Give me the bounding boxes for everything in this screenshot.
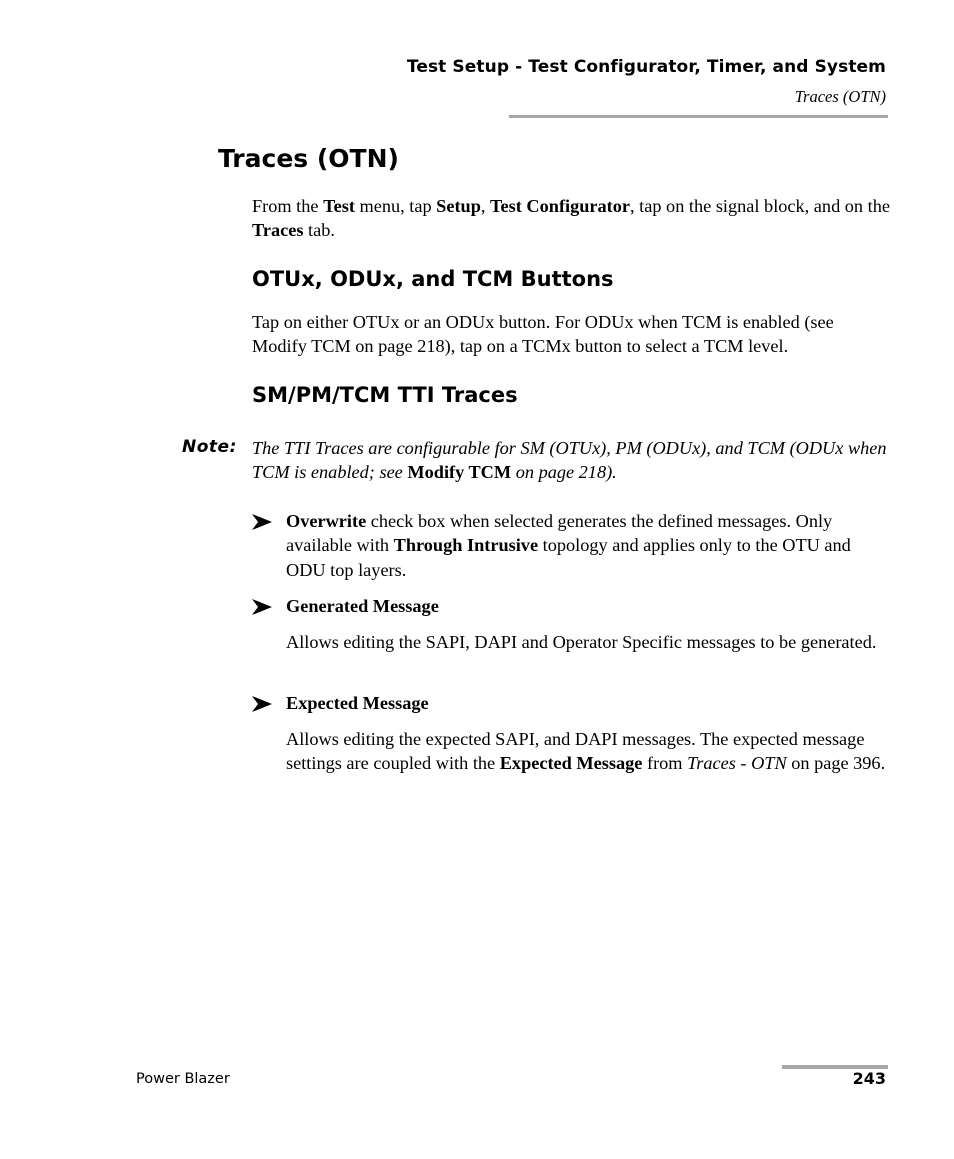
through-intrusive-ref: Through Intrusive	[393, 535, 539, 556]
intro-paragraph: From the Test menu, tap Setup, Test Configurator, tap on the signal block, and on the Traces tab.	[252, 196, 890, 241]
expected-message-body: Allows editing the expected SAPI, and DAPI messages. The expected message settings are coupled with the Expected Message from Traces - OTN on page 396.	[286, 729, 886, 774]
generated-message-label: Generated Message	[286, 596, 439, 616]
traces-tab-ref: Traces	[252, 220, 304, 241]
bullet-arrow-icon	[252, 696, 274, 712]
footer-product-name: Power Blazer	[136, 1071, 230, 1087]
section-buttons-body: Tap on either OTUx or an ODUx button. For ODUx when TCM is enabled (see Modify TCM on page 218), tap on a TCMx button to select a TCM level.	[252, 312, 834, 357]
generated-message-body: Allows editing the SAPI, DAPI and Operator Specific messages to be generated.	[286, 632, 877, 652]
traces-otn-link[interactable]: Traces - OTN	[687, 753, 787, 774]
section-heading-buttons: OTUx, ODUx, and TCM Buttons	[252, 267, 614, 291]
page-title: Traces (OTN)	[218, 144, 399, 173]
page-number: 243	[852, 1069, 886, 1088]
expected-message-label: Expected Message	[286, 693, 429, 713]
running-header-subtitle: Traces (OTN)	[794, 87, 886, 106]
note-text: The TTI Traces are configurable for SM (OTUx), PM (ODUx), and TCM (ODUx when TCM is enabled; see Modify TCM on page 218).	[252, 438, 887, 483]
modify-tcm-link[interactable]: Modify TCM	[407, 462, 512, 483]
bullet-overwrite: Overwrite check box when selected generates the defined messages. Only available with Through Intrusive topology and applies only to the OTU and ODU top layers.	[286, 511, 851, 580]
menu-test-configurator-ref: Test Configurator	[490, 196, 631, 216]
menu-test-ref: Test	[323, 196, 355, 216]
note-label: Note:	[182, 437, 237, 457]
menu-setup-ref: Setup	[436, 196, 481, 216]
section-heading-tti-traces: SM/PM/TCM TTI Traces	[252, 383, 518, 407]
bullet-arrow-icon	[252, 599, 274, 615]
expected-message-ref: Expected Message	[499, 753, 643, 774]
header-rule	[509, 115, 888, 118]
bullet-arrow-icon	[252, 514, 274, 530]
overwrite-label: Overwrite	[286, 511, 367, 531]
running-header-title: Test Setup - Test Configurator, Timer, and System	[406, 57, 886, 77]
